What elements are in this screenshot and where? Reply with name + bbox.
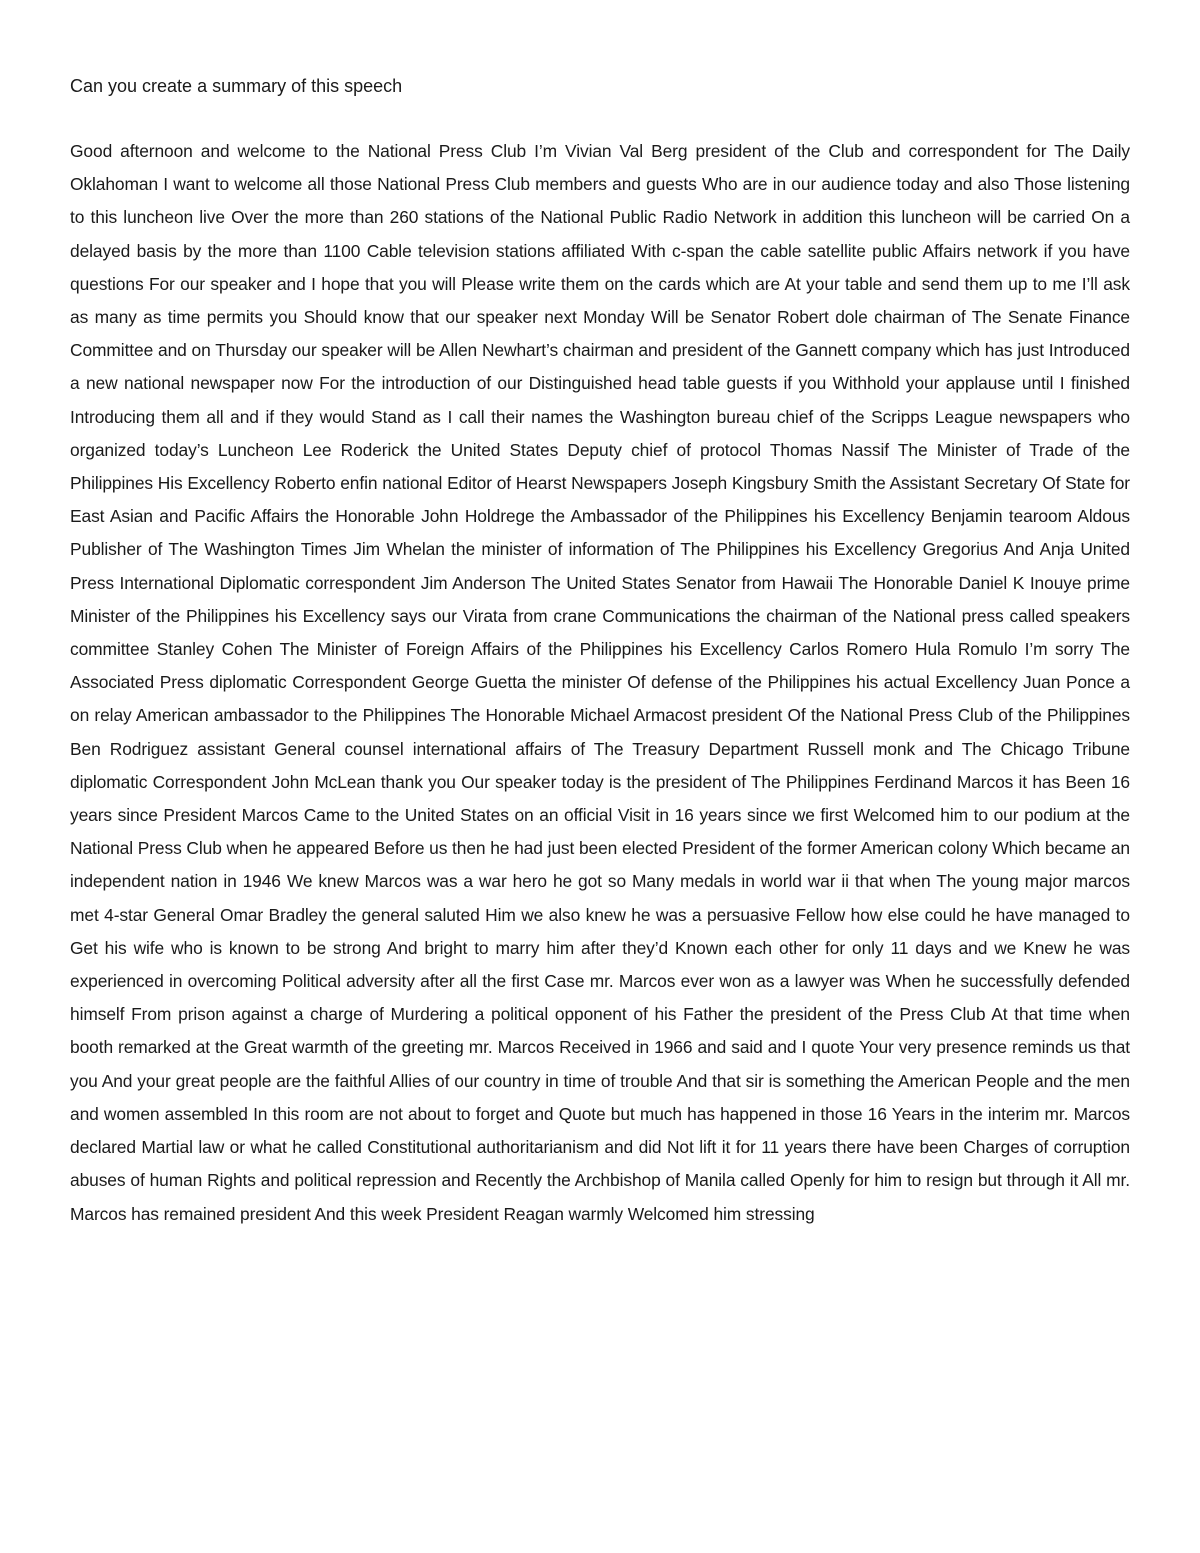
document-page [70,70,1130,1231]
speech-transcript: Good afternoon and welcome to the National Press Club I’m Vivian Val Berg president of the Club and correspondent for The Daily Oklahoman I want to welcome all those National Press Club members and guests Who are in our audience today and also Those listening to this luncheon live Over the more than 260 stations of the National Public Radio Network in addition this luncheon will be carried On a delayed basis by the more than 1100 Cable television stations affiliated With c-span the cable satellite public Affairs network if you have questions For our speaker and I hope that you will Please write them on the cards which are At your table and send them up to me I’ll ask as many as time permits you Should know that our speaker next Monday Will be Senator Robert dole chairman of The Senate Finance Committee and on Thursday our speaker will be Allen Newhart’s chairman and president of the Gannett company which has just Introduced a new national newspaper now For the introduction of our Distinguished head table guests if you Withhold your applause until I finished Introducing them all and if they would Stand as I call their names the Washington bureau chief of the Scripps League newspapers who organized today’s Luncheon Lee Roderick the United States Deputy chief of protocol Thomas Nassif The Minister of Trade of the Philippines His Excellency Roberto enfin national Editor of Hearst Newspapers Joseph Kingsbury Smith the Assistant Secretary Of State for East Asian and Pacific Affairs the Honorable John Holdrege the Ambassador of the Philippines his Excellency Benjamin tearoom Aldous Publisher of The Washington Times Jim Whelan the minister of information of The Philippines his Excellency Gregorius And Anja United Press International Diplomatic correspondent Jim Anderson The United States Senator from Hawaii The Honorable Daniel K Inouye prime Minister of the Philippines his Excellency says our Virata from crane Communications the chairman of the National press called speakers committee Stanley Cohen The Minister of Foreign Affairs of the Philippines his Excellency Carlos Romero Hula Romulo I’m sorry The Associated Press diplomatic Correspondent George Guetta the minister Of defense of the Philippines his actual Excellency Juan Ponce a on relay American ambassador to the Philippines The Honorable Michael Armacost president Of the National Press Club of the Philippines Ben Rodriguez assistant General counsel international affairs of The Treasury Department Russell monk and The Chicago Tribune diplomatic Correspondent John McLean thank you Our speaker today is the president of The Philippines Ferdinand Marcos it has Been 16 years since President Marcos Came to the United States on an official Visit in 16 years since we first Welcomed him to our podium at the National Press Club when he appeared Before us then he had just been elected President of the former American colony Which became an independent nation in 1946 We knew Marcos was a war hero he got so Many medals in world war ii that when The young major marcos met 4-star General Omar Bradley the general saluted Him we also knew he was a persuasive Fellow how else could he have managed to Get his wife who is known to be strong And bright to marry him after they’d Known each other for only 11 days and we Knew he was experienced in overcoming Political adversity after all the first Case mr. Marcos ever won as a lawyer was When he successfully defended himself From prison against a charge of Murdering a political opponent of his Father the president of the Press Club At that time when booth remarked at the Great warmth of the greeting mr. Marcos Received in 1966 and said and I quote Your very presence reminds us that you And your great people are the faithful Allies of our country in time of trouble And that sir is something the American People and the men and women assembled In this room are not about to forget and Quote but much has happened in those 16 Years in the interim mr. Marcos declared Martial law or what he called Constitutional authoritarianism and did Not lift it for 11 years there have been Charges of corruption abuses of human Rights and political repression and Recently the Archbishop of Manila called Openly for him to resign but through it All mr. Marcos has remained president And this week President Reagan warmly Welcomed him stressing [70,141,1130,1224]
prompt-text: Can you create a summary of this speech [70,76,403,96]
